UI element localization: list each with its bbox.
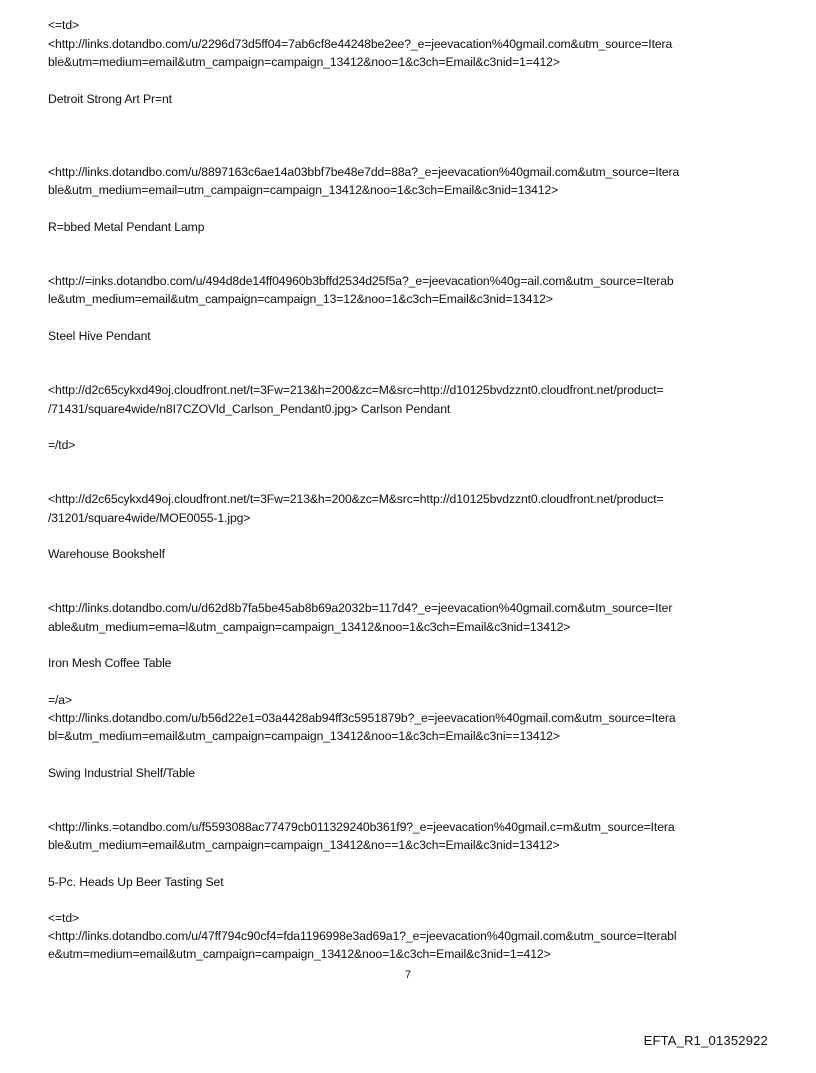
text-line: <=td>	[48, 911, 80, 925]
text-line: ble&utm_medium=email=utm_campaign=campaign_13412&noo=1&c3ch=Email&c3nid=13412>	[48, 183, 559, 197]
text-line: able&utm_medium=ema=l&utm_campaign=campaign_13412&noo=1&c3ch=Email&c3nid=13412>	[48, 620, 571, 634]
text-line: =/a>	[48, 693, 72, 707]
product-name: R=bbed Metal Pendant Lamp	[48, 220, 205, 234]
page-number: 7	[404, 969, 412, 981]
text-line: <=td>	[48, 18, 80, 32]
text-line: <http://links.dotandbo.com/u/8897163c6ae14a03bbf7be48e7dd=88a?_e=jeevacation%40gmail.com&utm_source=Itera	[48, 165, 680, 179]
text-line: ble&utm=medium=email&utm_campaign=campaign_13412&noo=1&c3ch=Email&c3nid=1=412>	[48, 55, 560, 69]
product-name: Iron Mesh Coffee Table	[48, 656, 172, 670]
text-line: <http://=inks.dotandbo.com/u/494d8de14ff04960b3bffd2534d25f5a?_e=jeevacation%40g=ail.com&utm_source=Iterab	[48, 274, 674, 288]
text-line: /71431/square4wide/n8I7CZOVld_Carlson_Pendant0.jpg> Carlson Pendant	[48, 402, 451, 416]
text-line: <http://links.dotandbo.com/u/47ff794c90cf4=fda1196998e3ad69a1?_e=jeevacation%40gmail.com&utm_source=Iterabl	[48, 929, 677, 943]
text-line: <http://links.=otandbo.com/u/f5593088ac77479cb011329240b361f9?_e=jeevacation%40gmail.c=m&utm_source=Itera	[48, 820, 675, 834]
product-name: Detroit Strong Art Pr=nt	[48, 92, 172, 106]
text-line: e&utm=medium=email&utm_campaign=campaign_13412&noo=1&c3ch=Email&c3nid=1=412>	[48, 947, 551, 961]
text-line: <http://d2c65cykxd49oj.cloudfront.net/t=3Fw=213&h=200&zc=M&src=http://d10125bvdzznt0.cloudfront.net/product=	[48, 383, 664, 397]
product-name: 5-Pc. Heads Up Beer Tasting Set	[48, 875, 224, 889]
product-name: Swing Industrial Shelf/Table	[48, 766, 195, 780]
text-line: bl=&utm_medium=email&utm_campaign=campaign_13412&noo=1&c3ch=Email&c3ni==13412>	[48, 729, 560, 743]
text-line: =/td>	[48, 438, 76, 452]
product-name: Warehouse Bookshelf	[48, 547, 165, 561]
text-line: <http://links.dotandbo.com/u/2296d73d5ff04=7ab6cf8e44248be2ee?_e=jeevacation%40gmail.com&utm_source=Itera	[48, 37, 673, 51]
text-line: <http://links.dotandbo.com/u/d62d8b7fa5be45ab8b69a2032b=117d4?_e=jeevacation%40gmail.com&utm_source=Iter	[48, 601, 673, 615]
product-name: Steel Hive Pendant	[48, 329, 151, 343]
text-line: le&utm_medium=email&utm_campaign=campaign_13=12&noo=1&c3ch=Email&c3nid=13412>	[48, 292, 553, 306]
bates-number: EFTA_R1_01352922	[643, 1033, 768, 1048]
text-line: <http://links.dotandbo.com/u/b56d22e1=03a4428ab94ff3c5951879b?_e=jeevacation%40gmail.com&utm_source=Itera	[48, 711, 676, 725]
text-line: /31201/square4wide/MOE0055-1.jpg>	[48, 511, 251, 525]
text-line: <http://d2c65cykxd49oj.cloudfront.net/t=3Fw=213&h=200&zc=M&src=http://d10125bvdzznt0.cloudfront.net/product=	[48, 492, 664, 506]
text-line: ble&utm_medium=email&utm_campaign=campaign_13412&no==1&c3ch=Email&c3nid=13412>	[48, 838, 560, 852]
